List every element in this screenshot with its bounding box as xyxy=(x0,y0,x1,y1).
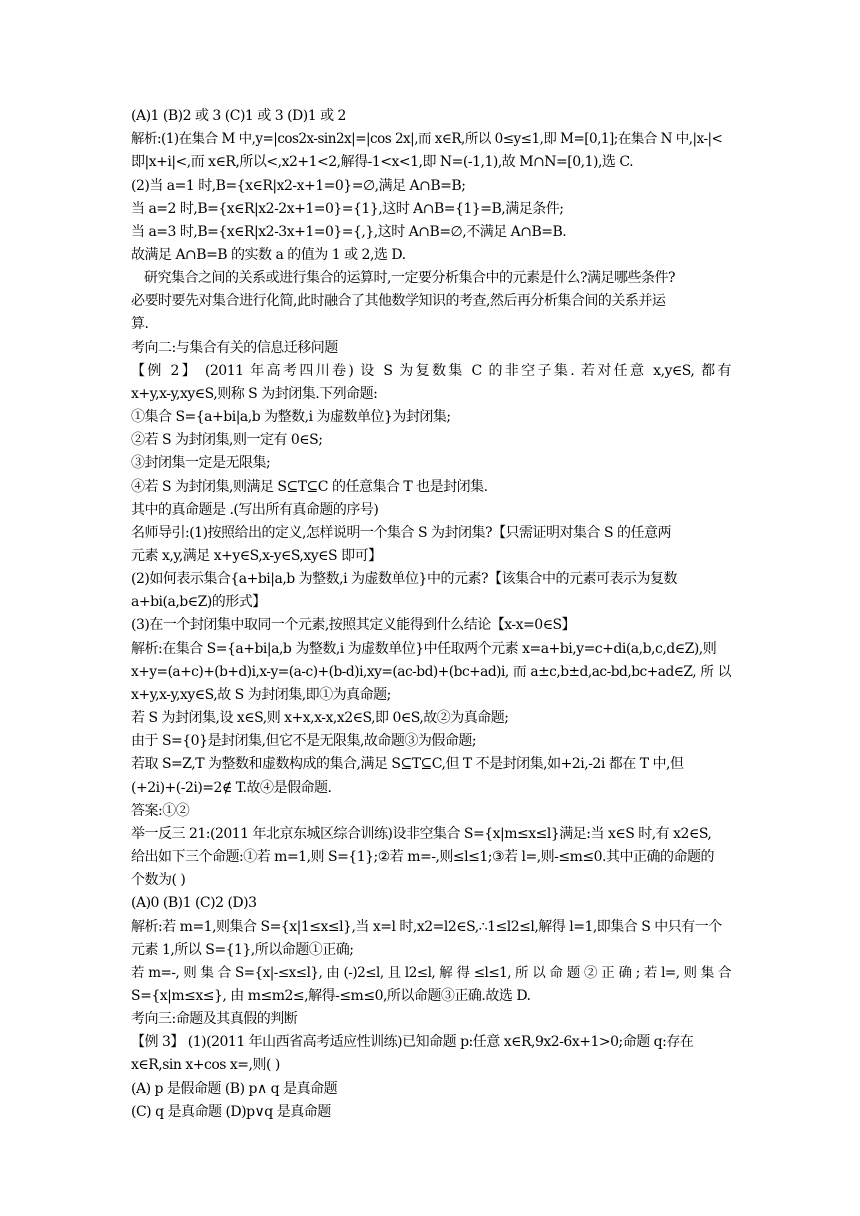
text-line: 个数为( ) xyxy=(131,872,186,888)
text-line: 【例 3】 (1)(2011 年山西省高考适应性训练)已知命题 p:任意 x∈R,9x2-6x+1>0;命题 q:存在 xyxy=(131,1034,694,1050)
text-line: x+y=(a+c)+(b+d)i,x-y=(a-c)+(b-d)i,xy=(ac-bd)+(bc+ad)i, 而 a±c,b±d,ac-bd,bc+ad∈Z, 所 以 xyxy=(131,664,731,680)
text-line: 必要时要先对集合进行化简,此时融合了其他数学知识的考查,然后再分析集合间的关系并运 xyxy=(131,293,666,309)
text-line: ④若 S 为封闭集,则满足 S⊆T⊆C 的任意集合 T 也是封闭集. xyxy=(131,479,488,495)
text-line: 当 a=2 时,B={x∈R|x2-2x+1=0}={1},这时 A∩B={1}=B,满足条件; xyxy=(131,201,564,217)
text-line: x+y,x-y,xy∈S,故 S 为封闭集,即①为真命题; xyxy=(131,687,391,703)
text-line: 【例 2】 (2011 年高考四川卷) 设 S 为复数集 C 的非空子集. 若对任意 x,y∈S, 都有 xyxy=(131,363,731,379)
text-line: (A)1 (B)2 或 3 (C)1 或 3 (D)1 或 2 xyxy=(131,108,346,124)
text-line: (C) q 是真命题 (D)p∨q 是真命题 xyxy=(131,1104,331,1120)
text-line: 元素 1,所以 S={1},所以命题①正确; xyxy=(131,942,354,958)
text-line: (A) p 是假命题 (B) p∧ q 是真命题 xyxy=(131,1081,338,1097)
text-line: 元素 x,y,满足 x+y∈S,x-y∈S,xy∈S 即可】 xyxy=(131,548,382,564)
text-line: 当 a=3 时,B={x∈R|x2-3x+1=0}={,},这时 A∩B=∅,不满足 A∩B=B. xyxy=(131,224,567,240)
text-line: (+2i)+(-2i)=2∉ T.故④是假命题. xyxy=(131,780,332,796)
text-line: 解析:在集合 S={a+bi|a,b 为整数,i 为虚数单位}中任取两个元素 x=a+bi,y=c+di(a,b,c,d∈Z),则 xyxy=(131,641,717,657)
section-heading: 考向三:命题及其真假的判断 xyxy=(131,1011,298,1027)
text-line: (2)如何表示集合{a+bi|a,b 为整数,i 为虚数单位}中的元素?【该集合中的元素可表示为复数 xyxy=(131,571,677,587)
text-line: 若 S 为封闭集,设 x∈S,则 x+x,x-x,x2∈S,即 0∈S,故②为真命题; xyxy=(131,710,509,726)
text-line: 名师导引:(1)按照给出的定义,怎样说明一个集合 S 为封闭集?【只需证明对集合 S 的任意两 xyxy=(131,525,671,541)
text-line: (A)0 (B)1 (C)2 (D)3 xyxy=(131,895,257,911)
text-line: 算. xyxy=(131,316,149,332)
text-line: 若取 S=Z,T 为整数和虚数构成的集合,满足 S⊆T⊆C,但 T 不是封闭集,如+2i,-2i 都在 T 中,但 xyxy=(131,756,684,772)
text-line: x∈R,sin x+cos x=,则( ) xyxy=(131,1057,280,1073)
text-line: 由于 S={0}是封闭集,但它不是无限集,故命题③为假命题; xyxy=(131,733,477,749)
text-line: 解析:(1)在集合 M 中,y=|cos2x-sin2x|=|cos 2x|,而 x∈R,所以 0≤y≤1,即 M=[0,1];在集合 N 中,|x-|< xyxy=(131,131,723,147)
text-line: 举一反三 21:(2011 年北京东城区综合训练)设非空集合 S={x|m≤x≤l}满足:当 x∈S 时,有 x2∈S, xyxy=(131,826,712,842)
text-line: 即|x+i|<,而 x∈R,所以<,x2+1<2,解得-1<x<1,即 N=(-1,1),故 M∩N=[0,1),选 C. xyxy=(131,154,634,170)
text-line: ②若 S 为封闭集,则一定有 0∈S; xyxy=(131,432,323,448)
section-heading: 考向二:与集合有关的信息迁移问题 xyxy=(131,340,338,356)
text-line: a+bi(a,b∈Z)的形式】 xyxy=(131,594,266,610)
text-line: ①集合 S={a+bi|a,b 为整数,i 为虚数单位}为封闭集; xyxy=(131,409,451,425)
text-line: ③封闭集一定是无限集; xyxy=(131,455,271,471)
text-line: x+y,x-y,xy∈S,则称 S 为封闭集.下列命题: xyxy=(131,386,378,402)
text-line: 其中的真命题是 .(写出所有真命题的序号) xyxy=(131,502,379,518)
text-line: S={x|m≤x≤}, 由 m≤m2≤,解得-≤m≤0,所以命题③正确.故选 D. xyxy=(131,988,531,1004)
text-line: (3)在一个封闭集中取同一个元素,按照其定义能得到什么结论【x-x=0∈S】 xyxy=(131,617,576,633)
text-line: 若 m=-, 则 集 合 S={x|-≤x≤l}, 由 (-)2≤l, 且 l2≤l, 解 得 ≤l≤1, 所 以 命 题 ② 正 确 ; 若 l=, 则 集 合 xyxy=(131,965,731,981)
text-line: 研究集合之间的关系或进行集合的运算时,一定要分析集合中的元素是什么?满足哪些条件? xyxy=(144,270,675,286)
text-line: 给出如下三个命题:①若 m=1,则 S={1};②若 m=-,则≤l≤1;③若 l=,则-≤m≤0.其中正确的命题的 xyxy=(131,849,714,865)
text-line: 故满足 A∩B=B 的实数 a 的值为 1 或 2,选 D. xyxy=(131,247,406,263)
answer-line: 答案:①② xyxy=(131,803,190,819)
text-line: 解析:若 m=1,则集合 S={x|1≤x≤l},当 x=l 时,x2=l2∈S,∴1≤l2≤l,解得 l=1,即集合 S 中只有一个 xyxy=(131,919,722,935)
text-line: (2)当 a=1 时,B={x∈R|x2-x+1=0}=∅,满足 A∩B=B; xyxy=(131,178,466,194)
